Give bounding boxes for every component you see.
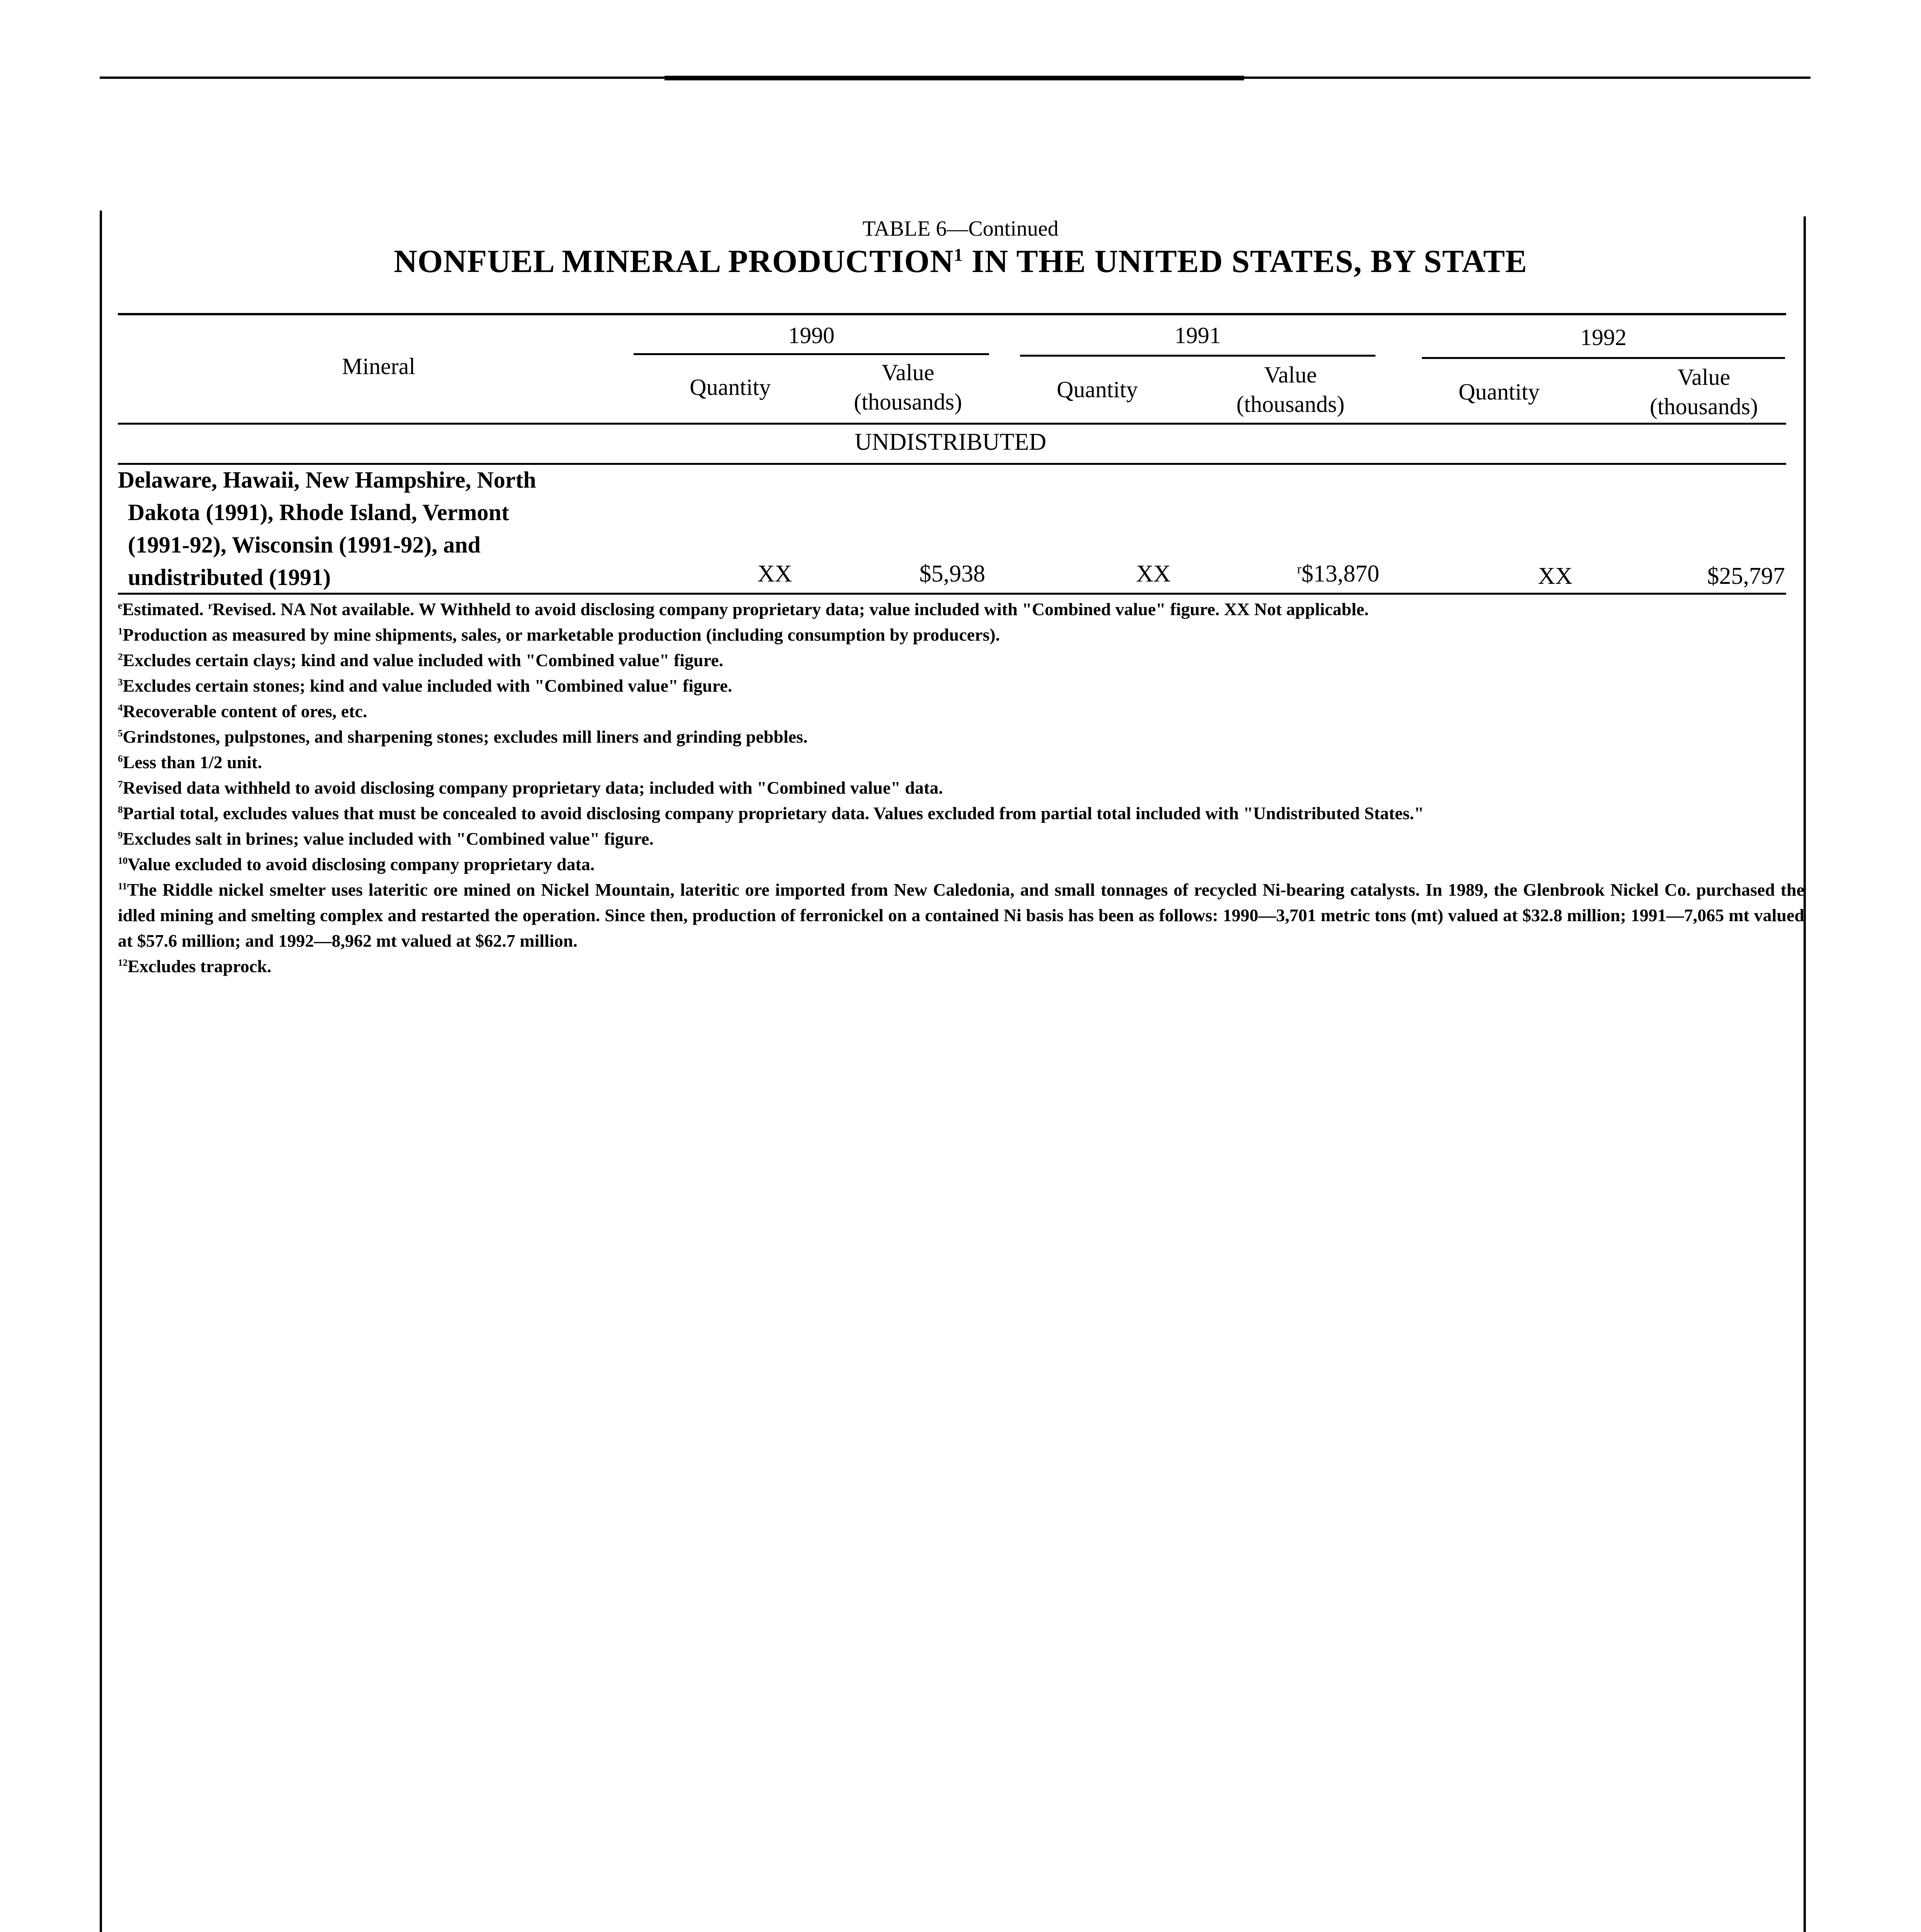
year-1992: 1992 (1580, 325, 1627, 350)
footnote-mark: 3 (118, 677, 123, 688)
left-frame-rule (100, 211, 102, 1932)
footnote-text: Excludes traprock. (128, 956, 272, 976)
footnote-3 (118, 673, 1804, 699)
footnote-mark: 9 (118, 830, 123, 841)
cell-1990-value: $5,938 (919, 561, 985, 587)
footnote-mark: 1 (118, 626, 123, 637)
row-label-line: Delaware, Hawaii, New Hampshire, North (118, 467, 536, 493)
footnote-text: Excludes certain clays; kind and value included with "Combined value" figure. (122, 650, 723, 670)
table-title-text: NONFUEL MINERAL PRODUCTION (394, 243, 954, 279)
top-rule-thick (665, 76, 1244, 80)
footnote-text: Revised data withheld to avoid disclosing company proprietary data; included with "Combined value" data. (122, 778, 943, 798)
footnote-text: Excludes salt in brines; value included with "Combined value" figure. (122, 829, 654, 849)
year-1992-rule (1422, 357, 1785, 359)
value-units-label: (thousands) (1650, 394, 1758, 419)
value-label: Value (881, 360, 935, 385)
header-bottom-rule (118, 423, 1786, 425)
cell-1991-value-text: $13,870 (1301, 561, 1379, 587)
section-heading: UNDISTRIBUTED (855, 429, 1046, 455)
column-mineral: Mineral (342, 354, 415, 379)
col-1992-quantity: Quantity (1459, 379, 1540, 405)
footnote-1 (118, 622, 1804, 648)
footnote-mark: r (208, 600, 212, 611)
value-units-label: (thousands) (1236, 391, 1345, 417)
footnote-10 (118, 852, 1804, 877)
footnote-2 (118, 648, 1804, 673)
footnote-text: Partial total, excludes values that must be concealed to avoid disclosing company proprietary data. Values excluded from partial total included with "Undistributed States." (122, 803, 1424, 823)
footnote-12 (118, 954, 1804, 979)
year-1991-rule (1020, 355, 1375, 357)
footnote-mark: 5 (118, 728, 123, 739)
footnote-text: Less than 1/2 unit. (122, 752, 262, 772)
footnote-mark: 6 (118, 753, 123, 764)
footnote-5 (118, 724, 1804, 750)
footnote-7 (118, 775, 1804, 801)
footnote-text: Recoverable content of ores, etc. (122, 701, 367, 721)
row-label-line: Dakota (1991), Rhode Island, Vermont (128, 500, 509, 525)
footnote-text: Revised. NA Not available. W Withheld to avoid disclosing company proprietary data; value included with "Combined value" figure. XX Not applicable. (212, 599, 1369, 619)
cell-1992-quantity: XX (1538, 563, 1572, 589)
footnote-text: Excludes certain stones; kind and value included with "Combined value" figure. (122, 676, 733, 696)
footnote-text: Production as measured by mine shipments, sales, or marketable production (including consumption by producers). (122, 625, 1000, 645)
table-title-footnote-mark: 1 (954, 245, 963, 265)
footnote-mark: 12 (118, 957, 128, 968)
footnote-4 (118, 699, 1804, 724)
footnote-mark: 2 (118, 651, 123, 662)
col-1990-quantity: Quantity (690, 374, 771, 400)
footnote-text: Value excluded to avoid disclosing company proprietary data. (128, 854, 595, 874)
footnote-mark: 11 (118, 881, 127, 892)
col-1990-value (827, 358, 989, 417)
cell-1991-value (1236, 560, 1379, 588)
footnote-text: Estimated. (122, 599, 208, 619)
footnote-text: The Riddle nickel smelter uses lateritic ore mined on Nickel Mountain, lateritic ore imported from New Caledonia, and small tonnages of recycled Ni-bearing catalysts. In 1989, the Glenbrook Nickel Co. purchased the idled mining and smelting complex and restarted the operation. Since then, production of ferronickel on a contained Ni basis has been as follows: 1990—3,701 metric tons (mt) valued at $32.8 million; 1991—7,065 mt valued at $57.6 million; and 1992—8,962 mt valued at $62.7 million. (118, 880, 1804, 951)
footnotes (118, 597, 1804, 979)
footnote-e (118, 597, 1804, 622)
row-label-line: undistributed (1991) (128, 565, 331, 590)
cell-1991-quantity: XX (1136, 561, 1171, 587)
value-label: Value (1264, 362, 1317, 388)
footnote-mark: 8 (118, 804, 123, 815)
footnote-mark: 7 (118, 779, 123, 790)
table-caption: TABLE 6—Continued (862, 217, 1059, 241)
footnote-9 (118, 826, 1804, 852)
col-1991-quantity: Quantity (1057, 377, 1138, 402)
footnote-mark: e (118, 600, 122, 611)
footnote-11 (118, 877, 1804, 954)
row-label (118, 464, 659, 594)
value-units-label: (thousands) (854, 389, 962, 415)
year-1990-rule (634, 353, 989, 355)
footnote-8 (118, 801, 1804, 826)
value-label: Value (1677, 364, 1731, 390)
footnote-text: Grindstones, pulpstones, and sharpening stones; excludes mill liners and grinding pebbles. (122, 727, 808, 747)
footnote-mark: 10 (118, 855, 128, 866)
cell-1992-value: $25,797 (1707, 563, 1785, 589)
table-top-rule (118, 313, 1786, 315)
right-frame-rule (1804, 216, 1806, 1932)
table-title-rest: IN THE UNITED STATES, BY STATE (963, 243, 1527, 279)
year-1990: 1990 (788, 323, 835, 348)
footnote-mark: 4 (118, 702, 123, 713)
cell-1990-quantity: XX (757, 561, 792, 587)
table-bottom-rule (118, 593, 1786, 595)
row-label-line: (1991-92), Wisconsin (1991-92), and (128, 532, 481, 558)
col-1992-value (1623, 362, 1785, 421)
footnote-6 (118, 750, 1804, 775)
table-title (0, 243, 1921, 280)
col-1991-value (1209, 360, 1372, 419)
year-1991: 1991 (1175, 323, 1221, 348)
revised-mark: r (1297, 562, 1302, 577)
